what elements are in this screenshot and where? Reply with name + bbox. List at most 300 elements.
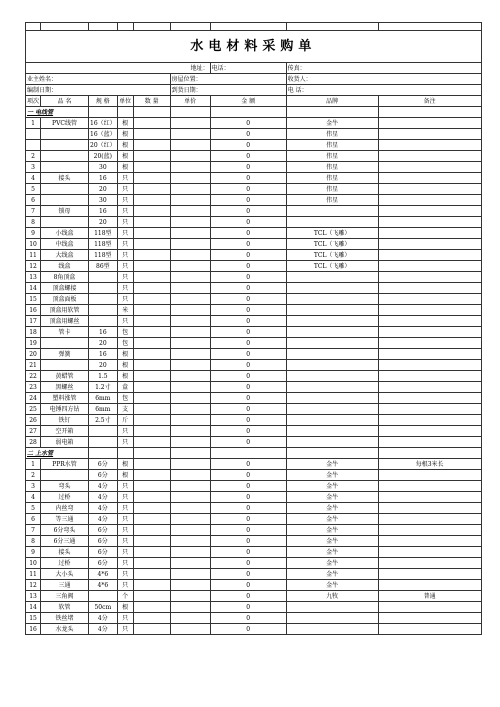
cell[interactable] [378, 107, 481, 118]
item-number[interactable]: 25 [26, 404, 41, 415]
item-amount[interactable]: 0 [210, 228, 286, 239]
item-spec[interactable]: 2.5寸 [89, 415, 118, 426]
item-number[interactable]: 23 [26, 382, 41, 393]
item-brand[interactable] [286, 349, 378, 360]
item-number[interactable]: 3 [26, 162, 41, 173]
item-quantity[interactable] [133, 569, 170, 580]
cell[interactable] [89, 107, 118, 118]
cell[interactable] [170, 107, 210, 118]
item-amount[interactable]: 0 [210, 580, 286, 591]
item-note[interactable] [378, 470, 481, 481]
item-spec[interactable]: 16 [89, 173, 118, 184]
item-unit-price[interactable] [170, 613, 210, 624]
item-name[interactable]: 管卡 [41, 327, 89, 338]
item-amount[interactable]: 0 [210, 294, 286, 305]
item-quantity[interactable] [133, 547, 170, 558]
item-unit-price[interactable] [170, 514, 210, 525]
item-name[interactable]: 过桥 [41, 558, 89, 569]
item-unit-price[interactable] [170, 371, 210, 382]
item-number[interactable]: 1 [26, 118, 41, 129]
item-unit-price[interactable] [170, 173, 210, 184]
item-note[interactable] [378, 536, 481, 547]
item-unit[interactable]: 只 [117, 250, 133, 261]
item-unit-price[interactable] [170, 228, 210, 239]
item-spec[interactable]: 86型 [89, 261, 118, 272]
item-spec[interactable]: 6分 [89, 525, 118, 536]
item-brand[interactable]: 金牛 [286, 580, 378, 591]
item-amount[interactable]: 0 [210, 129, 286, 140]
item-note[interactable] [378, 349, 481, 360]
item-number[interactable]: 9 [26, 228, 41, 239]
item-note[interactable] [378, 151, 481, 162]
item-unit-price[interactable] [170, 184, 210, 195]
item-note[interactable] [378, 481, 481, 492]
item-name[interactable]: 弹簧 [41, 349, 89, 360]
item-number[interactable]: 24 [26, 393, 41, 404]
item-unit-price[interactable] [170, 250, 210, 261]
item-spec[interactable]: 4分 [89, 613, 118, 624]
item-unit-price[interactable] [170, 140, 210, 151]
item-brand[interactable]: 九牧 [286, 591, 378, 602]
item-amount[interactable]: 0 [210, 184, 286, 195]
item-name[interactable]: 8角顶盒 [41, 272, 89, 283]
item-amount[interactable]: 0 [210, 591, 286, 602]
item-number[interactable]: 12 [26, 261, 41, 272]
item-name[interactable]: 三角阀 [41, 591, 89, 602]
item-note[interactable] [378, 162, 481, 173]
item-number[interactable]: 13 [26, 272, 41, 283]
item-amount[interactable]: 0 [210, 415, 286, 426]
cell[interactable] [378, 448, 481, 459]
item-spec[interactable]: 20 [89, 360, 118, 371]
item-quantity[interactable] [133, 162, 170, 173]
item-quantity[interactable] [133, 503, 170, 514]
item-name[interactable] [41, 195, 89, 206]
item-brand[interactable]: 伟星 [286, 162, 378, 173]
item-note[interactable] [378, 184, 481, 195]
item-note[interactable] [378, 503, 481, 514]
item-unit[interactable]: 只 [117, 316, 133, 327]
cell[interactable] [286, 448, 378, 459]
item-note[interactable] [378, 371, 481, 382]
item-name[interactable] [41, 140, 89, 151]
item-note[interactable] [378, 327, 481, 338]
item-brand[interactable] [286, 360, 378, 371]
item-number[interactable]: 7 [26, 525, 41, 536]
item-unit-price[interactable] [170, 338, 210, 349]
item-note[interactable] [378, 558, 481, 569]
item-number[interactable]: 10 [26, 558, 41, 569]
item-name[interactable]: 黑螺丝 [41, 382, 89, 393]
item-number[interactable]: 27 [26, 426, 41, 437]
item-spec[interactable]: 4分 [89, 624, 118, 635]
item-note[interactable] [378, 195, 481, 206]
item-unit-price[interactable] [170, 206, 210, 217]
item-brand[interactable] [286, 338, 378, 349]
item-unit[interactable]: 只 [117, 569, 133, 580]
item-spec[interactable]: 16 [89, 206, 118, 217]
item-note[interactable] [378, 294, 481, 305]
item-unit[interactable]: 米 [117, 305, 133, 316]
item-note[interactable] [378, 569, 481, 580]
item-name[interactable]: 顶盒用螺丝 [41, 316, 89, 327]
item-quantity[interactable] [133, 195, 170, 206]
item-unit-price[interactable] [170, 503, 210, 514]
item-spec[interactable]: 118型 [89, 239, 118, 250]
item-quantity[interactable] [133, 382, 170, 393]
item-number[interactable]: 10 [26, 239, 41, 250]
item-spec[interactable]: 4分 [89, 503, 118, 514]
item-spec[interactable] [89, 437, 118, 448]
item-spec[interactable]: 6分 [89, 536, 118, 547]
item-quantity[interactable] [133, 129, 170, 140]
item-quantity[interactable] [133, 558, 170, 569]
item-unit[interactable]: 根 [117, 602, 133, 613]
item-unit[interactable]: 只 [117, 503, 133, 514]
item-number[interactable]: 18 [26, 327, 41, 338]
item-unit[interactable]: 只 [117, 206, 133, 217]
item-quantity[interactable] [133, 316, 170, 327]
item-brand[interactable] [286, 382, 378, 393]
item-number[interactable]: 12 [26, 580, 41, 591]
item-unit[interactable]: 根 [117, 470, 133, 481]
item-brand[interactable]: 金牛 [286, 492, 378, 503]
item-name[interactable]: 顶盒面板 [41, 294, 89, 305]
item-note[interactable] [378, 250, 481, 261]
item-brand[interactable]: 金牛 [286, 536, 378, 547]
item-unit[interactable]: 包 [117, 327, 133, 338]
item-name[interactable]: 内丝弯 [41, 503, 89, 514]
item-name[interactable]: 软管 [41, 602, 89, 613]
item-name[interactable]: 小线盒 [41, 228, 89, 239]
cell[interactable] [89, 448, 118, 459]
item-unit[interactable]: 只 [117, 558, 133, 569]
item-unit-price[interactable] [170, 591, 210, 602]
item-note[interactable] [378, 602, 481, 613]
item-unit[interactable]: 个 [117, 591, 133, 602]
item-note[interactable] [378, 613, 481, 624]
item-note[interactable] [378, 525, 481, 536]
item-brand[interactable]: TCL（飞雕） [286, 250, 378, 261]
item-quantity[interactable] [133, 459, 170, 470]
item-name[interactable]: 接头 [41, 173, 89, 184]
item-unit[interactable]: 只 [117, 525, 133, 536]
cell[interactable] [41, 23, 89, 31]
item-brand[interactable]: 金牛 [286, 558, 378, 569]
item-number[interactable]: 6 [26, 514, 41, 525]
item-brand[interactable] [286, 426, 378, 437]
item-spec[interactable]: 20（红） [90, 141, 116, 149]
item-amount[interactable]: 0 [210, 272, 286, 283]
item-number[interactable]: 3 [26, 481, 41, 492]
item-name[interactable]: 6分三通 [41, 536, 89, 547]
item-spec[interactable]: 20 [89, 217, 118, 228]
item-amount[interactable]: 0 [210, 371, 286, 382]
item-note[interactable]: 每根3米长 [378, 459, 481, 470]
item-note[interactable] [378, 239, 481, 250]
item-unit[interactable]: 只 [117, 239, 133, 250]
item-note[interactable] [378, 547, 481, 558]
item-unit-price[interactable] [170, 118, 210, 129]
item-spec[interactable]: 1.2寸 [89, 382, 118, 393]
item-name[interactable]: 铁丝堵 [41, 613, 89, 624]
item-spec[interactable] [89, 305, 118, 316]
item-note[interactable] [378, 580, 481, 591]
item-quantity[interactable] [133, 602, 170, 613]
item-unit-price[interactable] [170, 547, 210, 558]
item-amount[interactable]: 0 [210, 250, 286, 261]
item-brand[interactable] [286, 294, 378, 305]
item-amount[interactable]: 0 [210, 426, 286, 437]
item-unit[interactable]: 根 [117, 360, 133, 371]
item-amount[interactable]: 0 [210, 305, 286, 316]
item-unit[interactable]: 根 [117, 151, 133, 162]
item-name[interactable]: 黄蜡管 [41, 371, 89, 382]
item-amount[interactable]: 0 [210, 470, 286, 481]
item-unit-price[interactable] [170, 415, 210, 426]
item-number[interactable]: 15 [26, 294, 41, 305]
item-note[interactable] [378, 272, 481, 283]
item-unit-price[interactable] [170, 459, 210, 470]
cell[interactable] [133, 23, 170, 31]
item-brand[interactable]: 金牛 [286, 514, 378, 525]
item-amount[interactable]: 0 [210, 613, 286, 624]
item-unit[interactable]: 只 [117, 184, 133, 195]
item-note[interactable] [378, 426, 481, 437]
item-spec[interactable]: 20 [89, 184, 118, 195]
item-spec[interactable]: 4分 [89, 492, 118, 503]
item-amount[interactable]: 0 [210, 173, 286, 184]
item-unit-price[interactable] [170, 580, 210, 591]
item-brand[interactable]: 伟星 [286, 151, 378, 162]
item-quantity[interactable] [133, 492, 170, 503]
item-name[interactable] [41, 360, 89, 371]
item-brand[interactable]: 伟星 [286, 173, 378, 184]
item-spec[interactable]: 30 [89, 195, 118, 206]
item-amount[interactable]: 0 [210, 195, 286, 206]
item-note[interactable] [378, 283, 481, 294]
cell[interactable] [210, 107, 286, 118]
item-amount[interactable]: 0 [210, 602, 286, 613]
item-amount[interactable]: 0 [210, 316, 286, 327]
item-note[interactable] [378, 140, 481, 151]
item-unit-price[interactable] [170, 272, 210, 283]
item-name[interactable]: PPR水管 [41, 459, 89, 470]
item-unit-price[interactable] [170, 426, 210, 437]
item-brand[interactable]: 伟星 [286, 195, 378, 206]
item-unit[interactable]: 支 [117, 404, 133, 415]
item-unit[interactable]: 根 [117, 129, 133, 140]
item-brand[interactable]: 金牛 [286, 569, 378, 580]
item-spec[interactable] [89, 294, 118, 305]
cell[interactable] [286, 107, 378, 118]
cell[interactable] [26, 23, 41, 31]
item-note[interactable] [378, 437, 481, 448]
cell[interactable] [133, 107, 170, 118]
item-brand[interactable]: 伟星 [286, 184, 378, 195]
item-quantity[interactable] [133, 294, 170, 305]
item-unit-price[interactable] [170, 239, 210, 250]
item-quantity[interactable] [133, 217, 170, 228]
item-quantity[interactable] [133, 536, 170, 547]
item-unit-price[interactable] [170, 602, 210, 613]
item-amount[interactable]: 0 [210, 360, 286, 371]
item-number[interactable]: 21 [26, 360, 41, 371]
item-name[interactable] [41, 470, 89, 481]
item-number[interactable]: 15 [26, 613, 41, 624]
item-unit[interactable]: 只 [117, 547, 133, 558]
item-unit-price[interactable] [170, 162, 210, 173]
item-name[interactable]: 线盒 [41, 261, 89, 272]
item-brand[interactable] [286, 327, 378, 338]
item-brand[interactable] [286, 624, 378, 635]
item-amount[interactable]: 0 [210, 492, 286, 503]
item-note[interactable] [378, 261, 481, 272]
item-unit[interactable]: 只 [117, 283, 133, 294]
item-brand[interactable] [286, 272, 378, 283]
item-name[interactable]: 铁钉 [41, 415, 89, 426]
item-unit-price[interactable] [170, 129, 210, 140]
item-spec[interactable]: 4分 [89, 481, 118, 492]
item-amount[interactable]: 0 [210, 481, 286, 492]
item-number[interactable] [26, 140, 41, 151]
item-quantity[interactable] [133, 206, 170, 217]
item-amount[interactable]: 0 [210, 382, 286, 393]
item-name[interactable]: 空开箱 [41, 426, 89, 437]
item-unit[interactable]: 只 [117, 613, 133, 624]
item-number[interactable]: 6 [26, 195, 41, 206]
item-amount[interactable]: 0 [210, 206, 286, 217]
item-amount[interactable]: 0 [210, 162, 286, 173]
item-quantity[interactable] [133, 349, 170, 360]
item-name[interactable]: 大线盒 [41, 250, 89, 261]
item-quantity[interactable] [133, 140, 170, 151]
item-unit[interactable]: 只 [117, 195, 133, 206]
item-brand[interactable] [286, 415, 378, 426]
item-unit-price[interactable] [170, 294, 210, 305]
item-brand[interactable] [286, 283, 378, 294]
item-unit[interactable]: 只 [117, 217, 133, 228]
item-spec[interactable] [89, 272, 118, 283]
item-quantity[interactable] [133, 525, 170, 536]
item-brand[interactable]: TCL（飞雕） [286, 239, 378, 250]
item-name[interactable]: 弱电箱 [41, 437, 89, 448]
item-amount[interactable]: 0 [210, 569, 286, 580]
item-unit-price[interactable] [170, 624, 210, 635]
item-amount[interactable]: 0 [210, 459, 286, 470]
item-unit-price[interactable] [170, 481, 210, 492]
item-unit[interactable]: 根 [117, 459, 133, 470]
item-number[interactable]: 13 [26, 591, 41, 602]
item-name[interactable]: 过桥 [41, 492, 89, 503]
item-note[interactable] [378, 382, 481, 393]
item-spec[interactable]: 1.5 [89, 371, 118, 382]
item-spec[interactable]: 30 [89, 162, 118, 173]
item-amount[interactable]: 0 [210, 624, 286, 635]
item-amount[interactable]: 0 [210, 338, 286, 349]
item-unit-price[interactable] [170, 404, 210, 415]
item-quantity[interactable] [133, 327, 170, 338]
item-quantity[interactable] [133, 261, 170, 272]
item-quantity[interactable] [133, 437, 170, 448]
item-amount[interactable]: 0 [210, 239, 286, 250]
item-quantity[interactable] [133, 371, 170, 382]
item-amount[interactable]: 0 [210, 437, 286, 448]
item-name[interactable]: 弯头 [41, 481, 89, 492]
item-spec[interactable]: 16 [89, 349, 118, 360]
item-unit[interactable]: 只 [117, 437, 133, 448]
item-name[interactable]: 中线盒 [41, 239, 89, 250]
item-note[interactable] [378, 217, 481, 228]
item-number[interactable]: 2 [26, 470, 41, 481]
item-number[interactable]: 2 [26, 151, 41, 162]
item-quantity[interactable] [133, 272, 170, 283]
item-number[interactable]: 11 [26, 569, 41, 580]
item-amount[interactable]: 0 [210, 118, 286, 129]
item-brand[interactable] [286, 316, 378, 327]
item-number[interactable]: 28 [26, 437, 41, 448]
item-note[interactable] [378, 118, 481, 129]
item-number[interactable]: 9 [26, 547, 41, 558]
item-unit-price[interactable] [170, 569, 210, 580]
item-number[interactable]: 14 [26, 602, 41, 613]
item-name[interactable]: 等三通 [41, 514, 89, 525]
item-brand[interactable] [286, 404, 378, 415]
item-spec[interactable]: 4*6 [89, 569, 118, 580]
item-unit[interactable]: 只 [117, 228, 133, 239]
item-name[interactable]: 电锤四方钻 [41, 404, 89, 415]
item-unit-price[interactable] [170, 536, 210, 547]
item-name[interactable]: 6分弯头 [41, 525, 89, 536]
item-unit[interactable]: 只 [117, 272, 133, 283]
item-unit-price[interactable] [170, 316, 210, 327]
item-spec[interactable]: 20 [89, 338, 118, 349]
item-unit-price[interactable] [170, 437, 210, 448]
item-brand[interactable] [286, 206, 378, 217]
item-name[interactable] [41, 338, 89, 349]
item-brand[interactable]: 金牛 [286, 481, 378, 492]
item-number[interactable]: 4 [26, 173, 41, 184]
item-unit[interactable]: 只 [117, 173, 133, 184]
item-number[interactable]: 20 [26, 349, 41, 360]
item-brand[interactable] [286, 305, 378, 316]
item-spec[interactable]: 4*6 [89, 580, 118, 591]
item-unit[interactable]: 根 [117, 371, 133, 382]
item-spec[interactable]: 6mm [89, 393, 118, 404]
item-unit-price[interactable] [170, 492, 210, 503]
item-note[interactable] [378, 305, 481, 316]
item-amount[interactable]: 0 [210, 151, 286, 162]
item-unit[interactable]: 盒 [117, 382, 133, 393]
item-name[interactable]: 大小头 [41, 569, 89, 580]
item-amount[interactable]: 0 [210, 514, 286, 525]
cell[interactable] [133, 448, 170, 459]
item-name[interactable]: 顶盒螺接 [41, 283, 89, 294]
item-unit[interactable]: 只 [117, 426, 133, 437]
item-number[interactable]: 5 [26, 184, 41, 195]
item-spec[interactable]: 118型 [89, 228, 118, 239]
item-spec[interactable]: 50cm [89, 602, 118, 613]
item-unit[interactable]: 斤 [117, 415, 133, 426]
item-number[interactable]: 8 [26, 217, 41, 228]
item-unit[interactable]: 根 [117, 118, 133, 129]
cell[interactable] [210, 448, 286, 459]
item-unit[interactable]: 只 [117, 624, 133, 635]
item-quantity[interactable] [133, 228, 170, 239]
item-number[interactable]: 7 [26, 206, 41, 217]
item-unit-price[interactable] [170, 470, 210, 481]
cell[interactable] [117, 107, 133, 118]
